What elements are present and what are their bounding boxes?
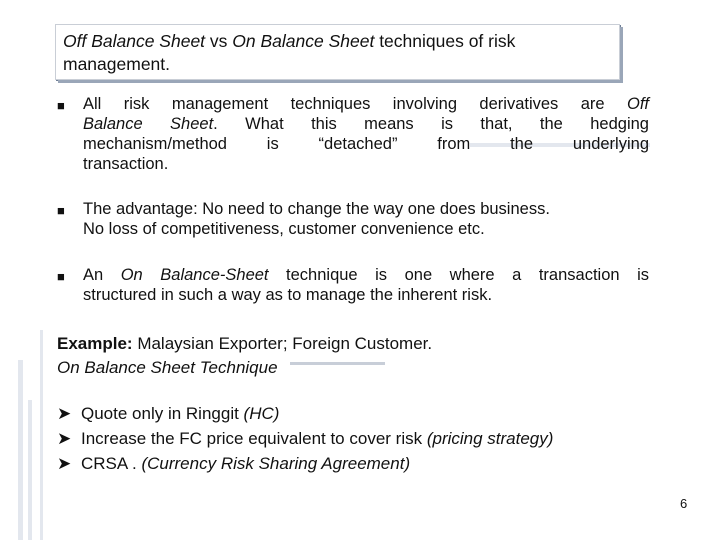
page-number: 6 <box>680 496 688 511</box>
title-off-balance: Off Balance Sheet <box>63 31 206 51</box>
title-rest: techniques of risk <box>374 31 516 51</box>
bullet-line: transaction. <box>83 155 169 173</box>
bullet-line: No loss of competitiveness, customer convenience etc. <box>83 220 485 238</box>
example-label: Example: <box>57 334 133 353</box>
bullet-line: structured in such a way as to manage the inherent risk. <box>83 286 493 304</box>
arrow-bullet-icon: ➤ <box>57 429 72 448</box>
example-text: Malaysian Exporter; Foreign Customer. <box>132 334 433 353</box>
arrow-bullet-icon: ➤ <box>57 454 72 473</box>
example-subtitle: On Balance Sheet Technique <box>57 358 278 377</box>
arrow-list-item: ➤ Increase the FC price equivalent to cover risk (pricing strategy) <box>57 427 553 451</box>
arrow-bullet-icon: ➤ <box>57 404 72 423</box>
slide-title <box>55 24 620 80</box>
title-on-balance: On Balance Sheet <box>232 31 375 51</box>
bullet-line: The advantage: No need to change the way one does business. <box>83 200 550 218</box>
arrow-list-item: ➤ Quote only in Ringgit (HC) <box>57 402 279 426</box>
bullet-line: An On Balance-Sheet technique is one where a transaction is <box>83 266 649 284</box>
arrow-list-item: ➤ CRSA . (Currency Risk Sharing Agreement) <box>57 452 410 476</box>
square-bullet-icon: ■ <box>57 98 65 113</box>
bullet-line: Balance Sheet. What this means is that, the hedging <box>83 115 649 133</box>
decorative-bar <box>40 330 43 540</box>
decorative-bar <box>18 360 23 540</box>
bullet-line: mechanism/method is “detached” from the underlying <box>83 135 649 153</box>
example-block <box>57 332 432 380</box>
bullet-line: All risk management techniques involving derivatives are Off <box>83 95 649 113</box>
square-bullet-icon: ■ <box>57 203 65 218</box>
decorative-bar <box>28 400 32 540</box>
title-line2: management. <box>63 54 171 74</box>
square-bullet-icon: ■ <box>57 269 65 284</box>
title-vs: vs <box>205 31 233 51</box>
